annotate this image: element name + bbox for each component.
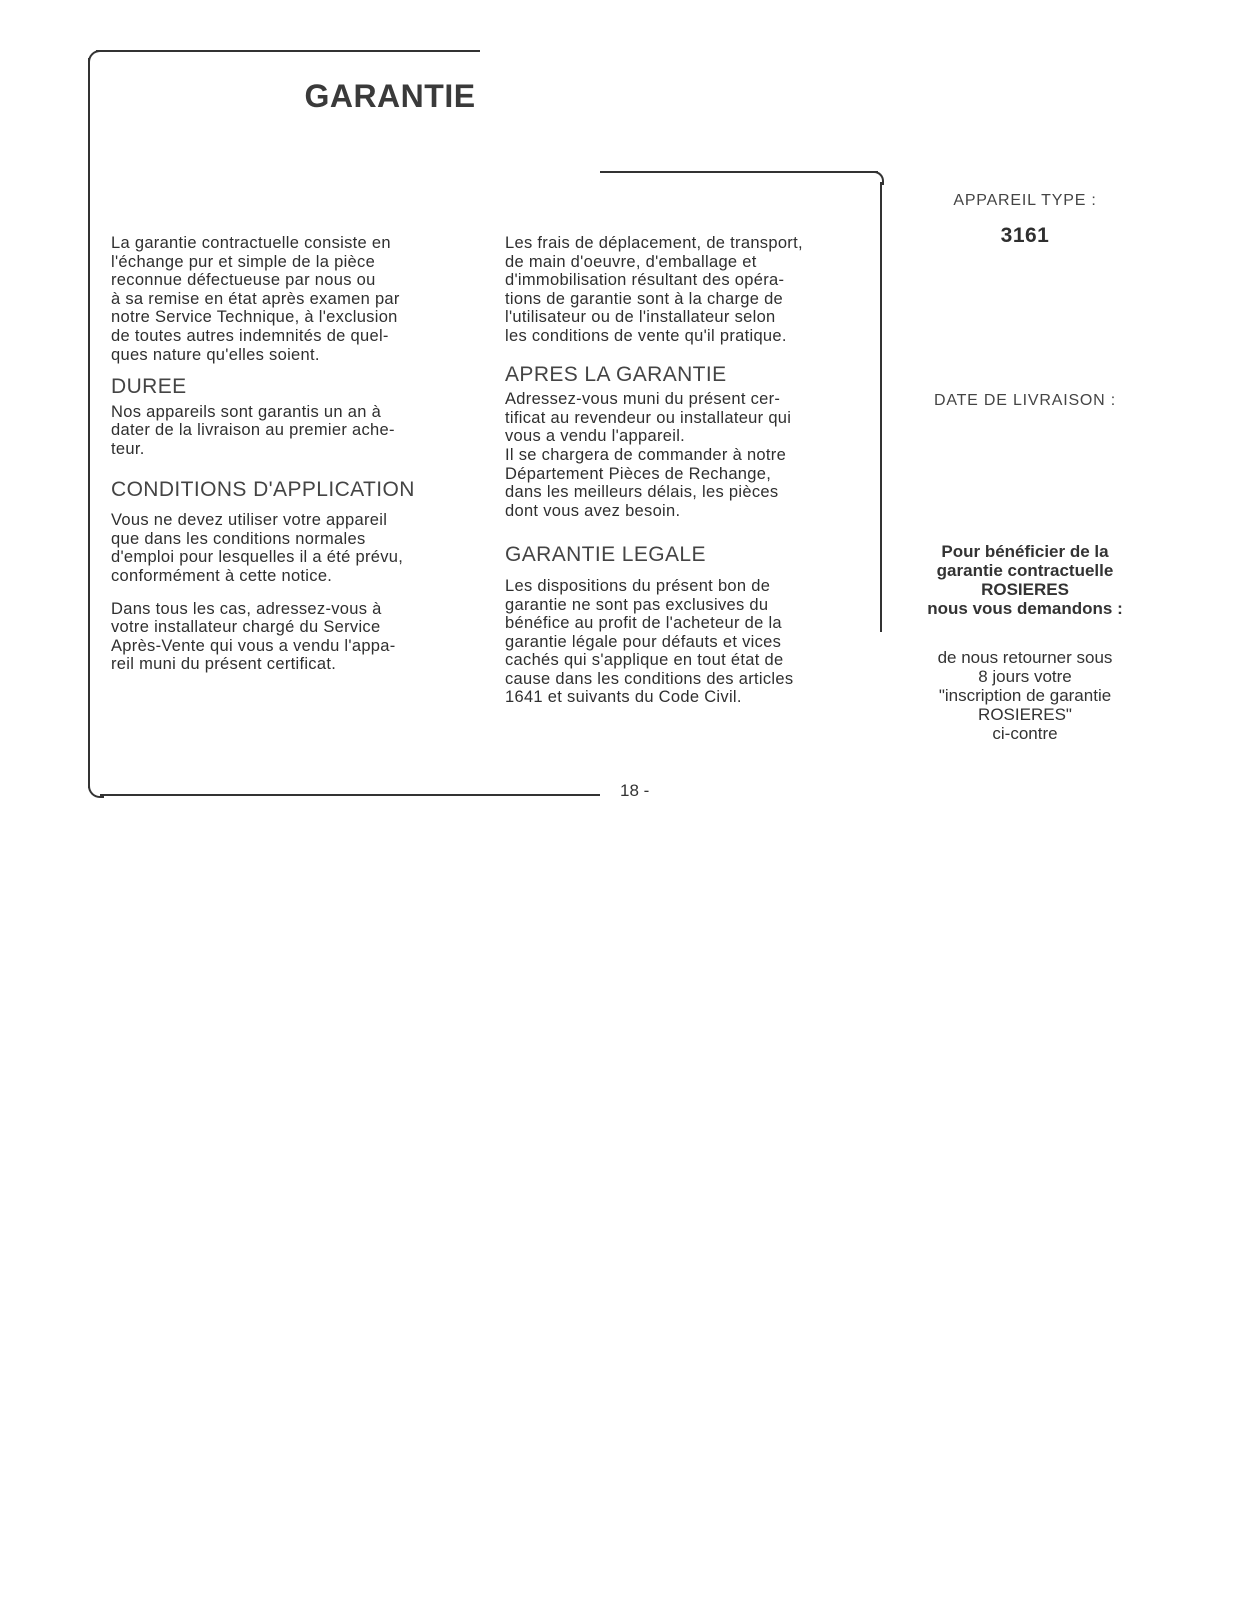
frame-right-top-line [600,171,878,173]
intro-paragraph: La garantie contractuelle consiste en l'échange pur et simple de la pièce reconnue défectueuse par nous ou à sa remise en état après examen par notre Service Technique, à l'exclusion de toutes autres indemnités de quel- ques nature qu'elles soient. [111,234,400,364]
left-column [111,234,491,688]
frame-bottom-line [100,794,600,796]
appareil-type-label: APPAREIL TYPE : [953,192,1097,209]
garantie-legale-paragraph: Les dispositions du présent bon de garantie ne sont pas exclusives du bénéfice au profit de l'acheteur de la garantie légale pour défauts et vices cachés qui s'applique en tout état de cause dans les conditions des articles 1641 et suivants du Code Civil. [505,576,794,707]
frais-paragraph: Les frais de déplacement, de transport, de main d'oeuvre, d'emballage et d'immobilisation résultant des opéra- tions de garantie sont à la charge de l'utilisateur ou de l'installateur selon les conditions de vente qu'il pratique. [505,234,803,345]
frame-top-line [96,50,480,52]
duree-paragraph: Nos appareils sont garantis un an à dater de la livraison au premier ache- teur. [111,402,395,458]
apres-garantie-heading: APRES LA GARANTIE [505,362,727,386]
conditions-paragraph-1: Vous ne devez utiliser votre appareil que dans les conditions normales d'emploi pour lesquelles il a été prévu, conformément à cette notice. [111,511,404,585]
frame-corner-top-left [88,50,104,66]
garantie-legale-heading: GARANTIE LEGALE [505,543,706,567]
conditions-paragraph-2: Dans tous les cas, adressez-vous à votre installateur chargé du Service Après-Vente qui vous a vendu l'appa- reil muni du présent certificat. [111,599,396,674]
return-instructions: de nous retourner sous 8 jours votre "inscription de garantie ROSIERES" ci-contre [937,648,1113,743]
middle-column [505,234,885,721]
frame-left-line [88,58,90,788]
page-title: GARANTIE [304,78,476,114]
date-livraison-label: DATE DE LIVRAISON : [933,392,1117,409]
conditions-heading: CONDITIONS D'APPLICATION [111,477,415,501]
duree-heading: DUREE [111,375,187,399]
appareil-type-block [905,192,1145,248]
appareil-type-value: 3161 [1000,224,1050,247]
benefit-instructions: Pour bénéficier de la garantie contractuelle ROSIERES nous vous demandons : [927,542,1123,618]
apres-garantie-paragraph: Adressez-vous muni du présent cer- tificat au revendeur ou installateur qui vous a vendu l'appareil. Il se chargera de commander à notre Département Pièces de Rechange, dans les meilleurs délais, les pièces dont vous avez besoin. [505,390,792,520]
page-number: 18 - [620,781,650,800]
